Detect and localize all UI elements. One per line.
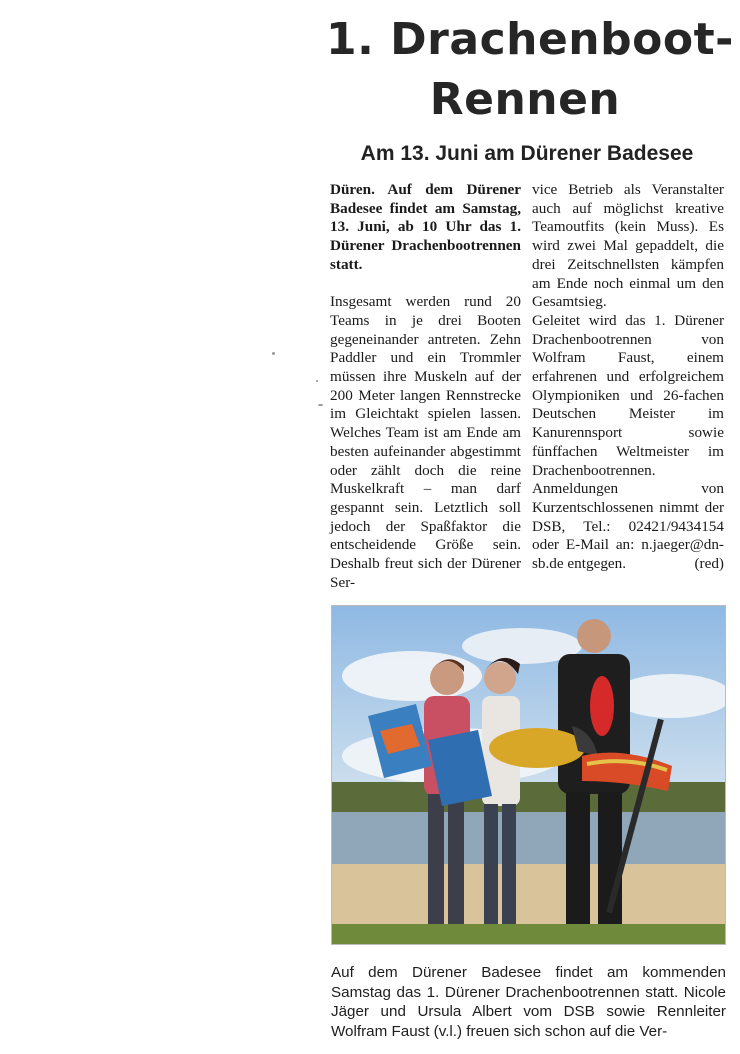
headline-line-2: Rennen (429, 74, 621, 125)
grass (332, 924, 725, 944)
headline-line-1: 1. Drachenboot- (326, 14, 734, 65)
subheadline: Am 13. Juni am Dürener Badesee (360, 142, 694, 165)
column-right (532, 181, 724, 574)
lake-water (332, 812, 725, 864)
headline (326, 10, 734, 130)
caption-text: Auf dem Dürener Badesee findet am kommenden Samstag das 1. Dürener Drachenbootrennen statt. Nicole Jäger und Ursula Albert vom DSB sowie Rennleiter Wolfram Faust (v.l.) freuen sich schon auf die Ver- (331, 964, 726, 1040)
paper-speck (316, 380, 318, 382)
lead-paragraph: Düren. Auf dem Dürener Badesee findet am Samstag, 13. Juni, ab 10 Uhr das 1. Dürener Drachenbootrennen statt. (330, 181, 521, 273)
photo-illustration (332, 606, 725, 944)
body-paragraph-left: Insgesamt werden rund 20 Teams in je drei Booten gegeneinander antreten. Zehn Paddler und ein Trommler müssen ihre Muskeln auf der 200 Meter langen Rennstrecke im Gleichtakt spielen lassen. Welches Team ist am Ende am besten aufeinander abgestimmt oder zählt doch die reine Muskelkraft – man darf gespannt sein. Letztlich soll jedoch der Spaßfaktor die entscheidende Größe sein. Deshalb freut sich der Dürener Ser- (330, 293, 521, 591)
body-paragraph-right-1: vice Betrieb als Veranstalter auch auf möglichst kreative Teamoutfits (kein Muss). Es wird zwei Mal gepaddelt, die drei Zeitschnellsten kämpfen am Ende noch einmal um den Gesamtsieg. (532, 181, 724, 311)
body-paragraph-right-2-text: Geleitet wird das 1. Dürener Drachenbootrennen von Wolfram Faust, einem erfahrenen und erfolgreichem Olympioniken und 26-fachen Deutschen Meister im Kanurennsport sowie fünffachen Weltmeister im Drachenbootrennen. Anmeldungen von Kurzentschlossenen nimmt der DSB, Tel.: 02421/9434154 oder E-Mail an: n.jaeger@dn-sb.de entgegen. (532, 311, 724, 573)
photo-caption (331, 963, 726, 1041)
body-paragraph-right-2 (532, 312, 724, 574)
paper-speck (318, 404, 323, 406)
column-left (330, 181, 521, 592)
article-photo (331, 605, 726, 945)
paper-speck (272, 352, 275, 355)
signature: (red) (694, 555, 724, 573)
